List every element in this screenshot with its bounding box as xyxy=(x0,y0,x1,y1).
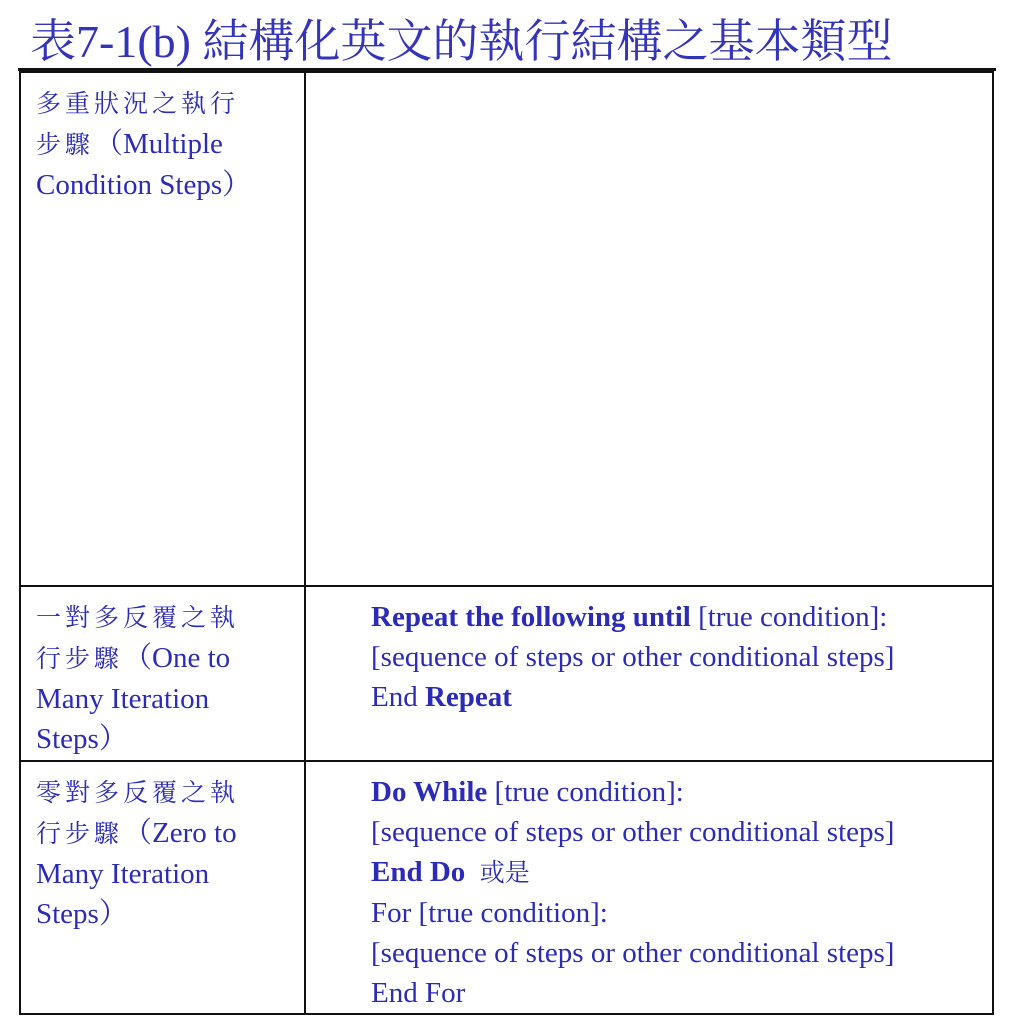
code-line: For [true condition]: xyxy=(371,897,608,929)
code-line: End For xyxy=(371,977,466,1009)
row-content-cell xyxy=(306,762,992,1015)
row-label-cjk-1: 一對多反覆之執 xyxy=(36,603,240,632)
code-line xyxy=(371,597,972,637)
row-label-en-1: （Zero to xyxy=(123,817,237,849)
code-line: [sequence of steps or other conditional steps] xyxy=(371,816,895,848)
row-label-en-1: （Multiple xyxy=(94,128,223,160)
row-label-en-2: Many Iteration xyxy=(36,683,210,715)
row-label-cjk-2: 步驟 xyxy=(36,130,95,159)
page-title: 表7-1(b) 結構化英文的執行結構之基本類型 xyxy=(30,16,893,67)
code-text-cjk: 或是 xyxy=(479,858,530,887)
code-line xyxy=(371,852,972,893)
row-label-en-2: Condition Steps） xyxy=(36,169,252,201)
table-row-one-to-many xyxy=(21,587,992,762)
row-label-en-3: Steps） xyxy=(36,723,128,755)
code-text: [true condition]: xyxy=(690,601,888,633)
row-label-cell xyxy=(21,762,306,1015)
row-label xyxy=(36,772,294,934)
row-label-cell xyxy=(21,73,306,585)
code-line: [sequence of steps or other conditional steps] xyxy=(371,641,895,673)
keyword: Do While xyxy=(371,776,488,808)
code-text: [true condition]: xyxy=(487,776,684,808)
code-text: End xyxy=(371,681,425,713)
row-label-cjk-2: 行步驟 xyxy=(36,819,124,848)
row-label-en-2: Many Iteration xyxy=(36,858,210,890)
row-label-cjk-2: 行步驟 xyxy=(36,644,124,673)
row-label-cjk-1: 多重狀況之執行 xyxy=(36,89,240,118)
keyword: End Do xyxy=(371,856,466,888)
row-label-en-1: （One to xyxy=(123,642,231,674)
code-line xyxy=(371,677,972,717)
row-content-cell xyxy=(306,587,992,760)
row-label-cjk-1: 零對多反覆之執 xyxy=(36,778,240,807)
structure-table xyxy=(19,71,994,1015)
row-label xyxy=(36,597,294,759)
table-row-multiple-condition xyxy=(21,73,992,587)
row-label xyxy=(36,83,294,205)
row-label-en-3: Steps） xyxy=(36,898,128,930)
code-line xyxy=(371,772,972,812)
keyword: Repeat the following until xyxy=(371,601,691,633)
row-content-cell-empty xyxy=(306,73,992,585)
table-row-zero-to-many xyxy=(21,762,992,1015)
keyword: Repeat xyxy=(424,681,512,713)
code-line: [sequence of steps or other conditional steps] xyxy=(371,937,895,969)
row-label-cell xyxy=(21,587,306,760)
